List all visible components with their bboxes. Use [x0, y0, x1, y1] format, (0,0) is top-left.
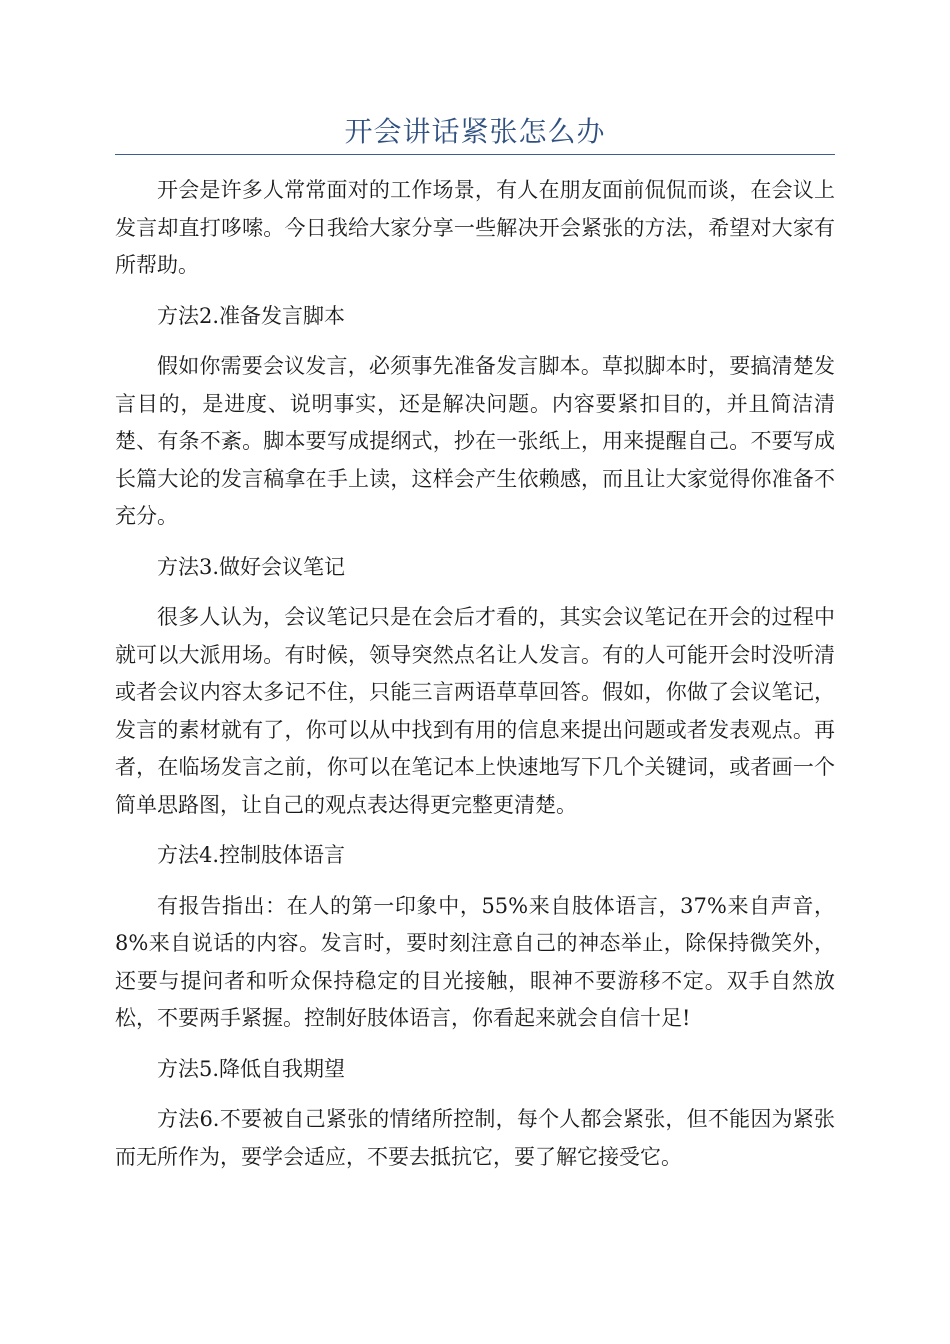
intro-paragraph: 开会是许多人常常面对的工作场景，有人在朋友面前侃侃而谈，在会议上发言却直打哆嗦。今日我给大家分享一些解决开会紧张的方法，希望对大家有所帮助。 — [115, 178, 835, 277]
method-5-heading: 方法5.降低自我期望 — [157, 1056, 346, 1081]
method-6-paragraph: 方法6.不要被自己紧张的情绪所控制，每个人都会紧张，但不能因为紧张而无所作为，要学会适应，不要去抵抗它，要了解它接受它。 — [115, 1107, 835, 1169]
document-body — [115, 172, 835, 1189]
method-3-heading: 方法3.做好会议笔记 — [157, 554, 346, 579]
method-4-heading: 方法4.控制肢体语言 — [157, 843, 346, 867]
document-title: 开会讲话紧张怎么办 — [344, 115, 606, 148]
method-4-paragraph: 有报告指出：在人的第一印象中，55%来自肢体语言，37%来自声音，8%来自说话的内容。发言时，要时刻注意自己的神态举止，除保持微笑外，还要与提问者和听众保持稳定的目光接触，眼神不要游移不定。双手自然放松，不要两手紧握。控制好肢体语言，你看起来就会自信十足! — [115, 893, 835, 1030]
title-underline — [115, 154, 835, 155]
method-2-heading: 方法2.准备发言脚本 — [157, 303, 346, 328]
method-2-paragraph: 假如你需要会议发言，必须事先准备发言脚本。草拟脚本时，要搞清楚发言目的，是进度、说明事实，还是解决问题。内容要紧扣目的，并且简洁清楚、有条不紊。脚本要写成提纲式，抄在一张纸上，用来提醒自己。不要写成长篇大论的发言稿拿在手上读，这样会产生依赖感，而且让大家觉得你准备不充分。 — [115, 354, 835, 528]
method-3-paragraph: 很多人认为，会议笔记只是在会后才看的，其实会议笔记在开会的过程中就可以大派用场。有时候，领导突然点名让人发言。有的人可能开会时没听清或者会议内容太多记不住，只能三言两语草草回答。假如，你做了会议笔记，发言的素材就有了，你可以从中找到有用的信息来提出问题或者发表观点。再者，在临场发言之前，你可以在笔记本上快速地写下几个关键词，或者画一个简单思路图，让自己的观点表达得更完整更清楚。 — [115, 605, 835, 817]
